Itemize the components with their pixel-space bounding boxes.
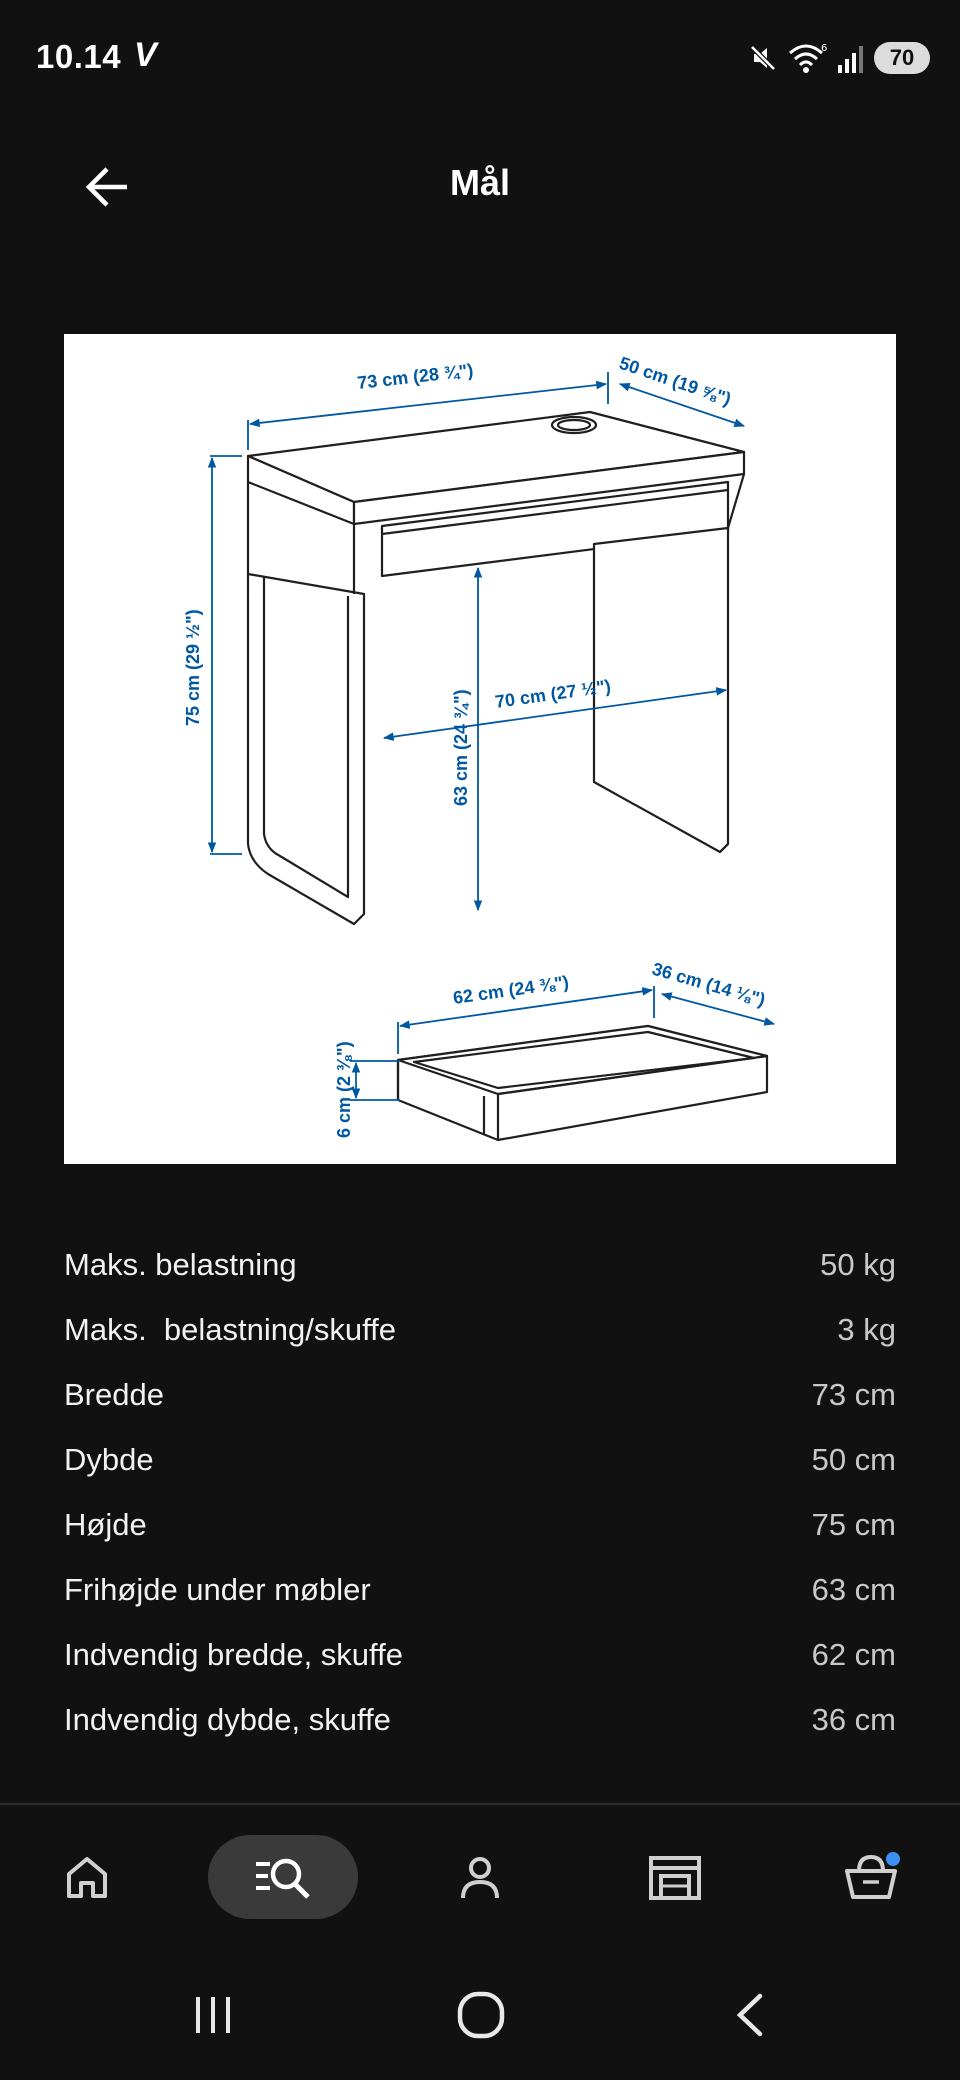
nav-cart-button[interactable] bbox=[828, 1835, 918, 1919]
spec-value: 75 cm bbox=[811, 1506, 896, 1542]
label-knee-width: 70 cm (27 ½") bbox=[493, 675, 613, 712]
profile-icon bbox=[455, 1852, 505, 1902]
label-desk-height: 75 cm (29 ½") bbox=[183, 609, 203, 726]
label-drawer-height: 6 cm (2 ⅜") bbox=[334, 1041, 354, 1138]
back-chevron-icon bbox=[726, 1990, 776, 2040]
nav-search-button[interactable] bbox=[208, 1835, 358, 1919]
spec-value: 50 kg bbox=[820, 1246, 896, 1282]
status-icons bbox=[746, 38, 930, 78]
bottom-nav bbox=[0, 1805, 960, 1955]
mute-icon bbox=[746, 41, 780, 75]
spec-label: Maks. belastning/skuffe bbox=[64, 1311, 396, 1347]
store-icon bbox=[647, 1852, 703, 1902]
label-desk-depth: 50 cm (19 ⅝") bbox=[616, 352, 734, 410]
spec-value: 73 cm bbox=[811, 1376, 896, 1412]
recents-button[interactable] bbox=[168, 1980, 258, 2050]
spec-label: Maks. belastning bbox=[64, 1246, 297, 1282]
cart-icon bbox=[843, 1849, 903, 1905]
page-title: Mål bbox=[449, 162, 510, 203]
spec-label: Højde bbox=[64, 1506, 147, 1542]
label-drawer-width: 62 cm (24 ⅜") bbox=[451, 971, 571, 1008]
system-home-button[interactable] bbox=[436, 1980, 526, 2050]
spec-row bbox=[64, 1492, 896, 1557]
spec-label: Indvendig dybde, skuffe bbox=[64, 1701, 391, 1737]
status-time: 10.14 bbox=[36, 38, 122, 75]
battery-icon: 70 bbox=[874, 42, 930, 74]
home-circle-icon bbox=[455, 1989, 507, 2041]
signal-icon bbox=[836, 41, 866, 75]
spec-row bbox=[64, 1622, 896, 1687]
spec-row bbox=[64, 1687, 896, 1752]
spec-row bbox=[64, 1297, 896, 1362]
label-knee-height: 63 cm (24 ¾") bbox=[451, 689, 471, 806]
spec-label: Indvendig bredde, skuffe bbox=[64, 1636, 403, 1672]
spec-value: 36 cm bbox=[811, 1701, 896, 1737]
desk-drawing bbox=[248, 412, 767, 1140]
spec-label: Bredde bbox=[64, 1376, 164, 1412]
nav-home-button[interactable] bbox=[42, 1835, 132, 1919]
status-bar bbox=[0, 0, 960, 116]
spec-row bbox=[64, 1232, 896, 1297]
system-nav bbox=[0, 1960, 960, 2080]
spec-value: 50 cm bbox=[811, 1441, 896, 1477]
carrier-icon: V bbox=[134, 36, 157, 74]
wifi-icon bbox=[788, 41, 828, 75]
search-list-icon bbox=[252, 1852, 314, 1902]
dimension-diagram bbox=[64, 334, 896, 1164]
label-desk-width: 73 cm (28 ¾") bbox=[356, 360, 475, 393]
label-drawer-depth: 36 cm (14 ⅛") bbox=[649, 958, 768, 1010]
recents-icon bbox=[188, 1990, 238, 2040]
spec-row bbox=[64, 1427, 896, 1492]
spec-value: 3 kg bbox=[837, 1311, 896, 1347]
nav-profile-button[interactable] bbox=[435, 1835, 525, 1919]
spec-row bbox=[64, 1362, 896, 1427]
spec-label: Dybde bbox=[64, 1441, 154, 1477]
spec-value: 63 cm bbox=[811, 1571, 896, 1607]
system-back-button[interactable] bbox=[706, 1980, 796, 2050]
spec-value: 62 cm bbox=[811, 1636, 896, 1672]
spec-row bbox=[64, 1557, 896, 1622]
nav-store-button[interactable] bbox=[630, 1835, 720, 1919]
spec-label: Frihøjde under møbler bbox=[64, 1571, 371, 1607]
home-icon bbox=[62, 1852, 112, 1902]
svg-text:6: 6 bbox=[821, 43, 828, 54]
cart-badge bbox=[886, 1852, 900, 1866]
spec-list bbox=[64, 1232, 896, 1752]
